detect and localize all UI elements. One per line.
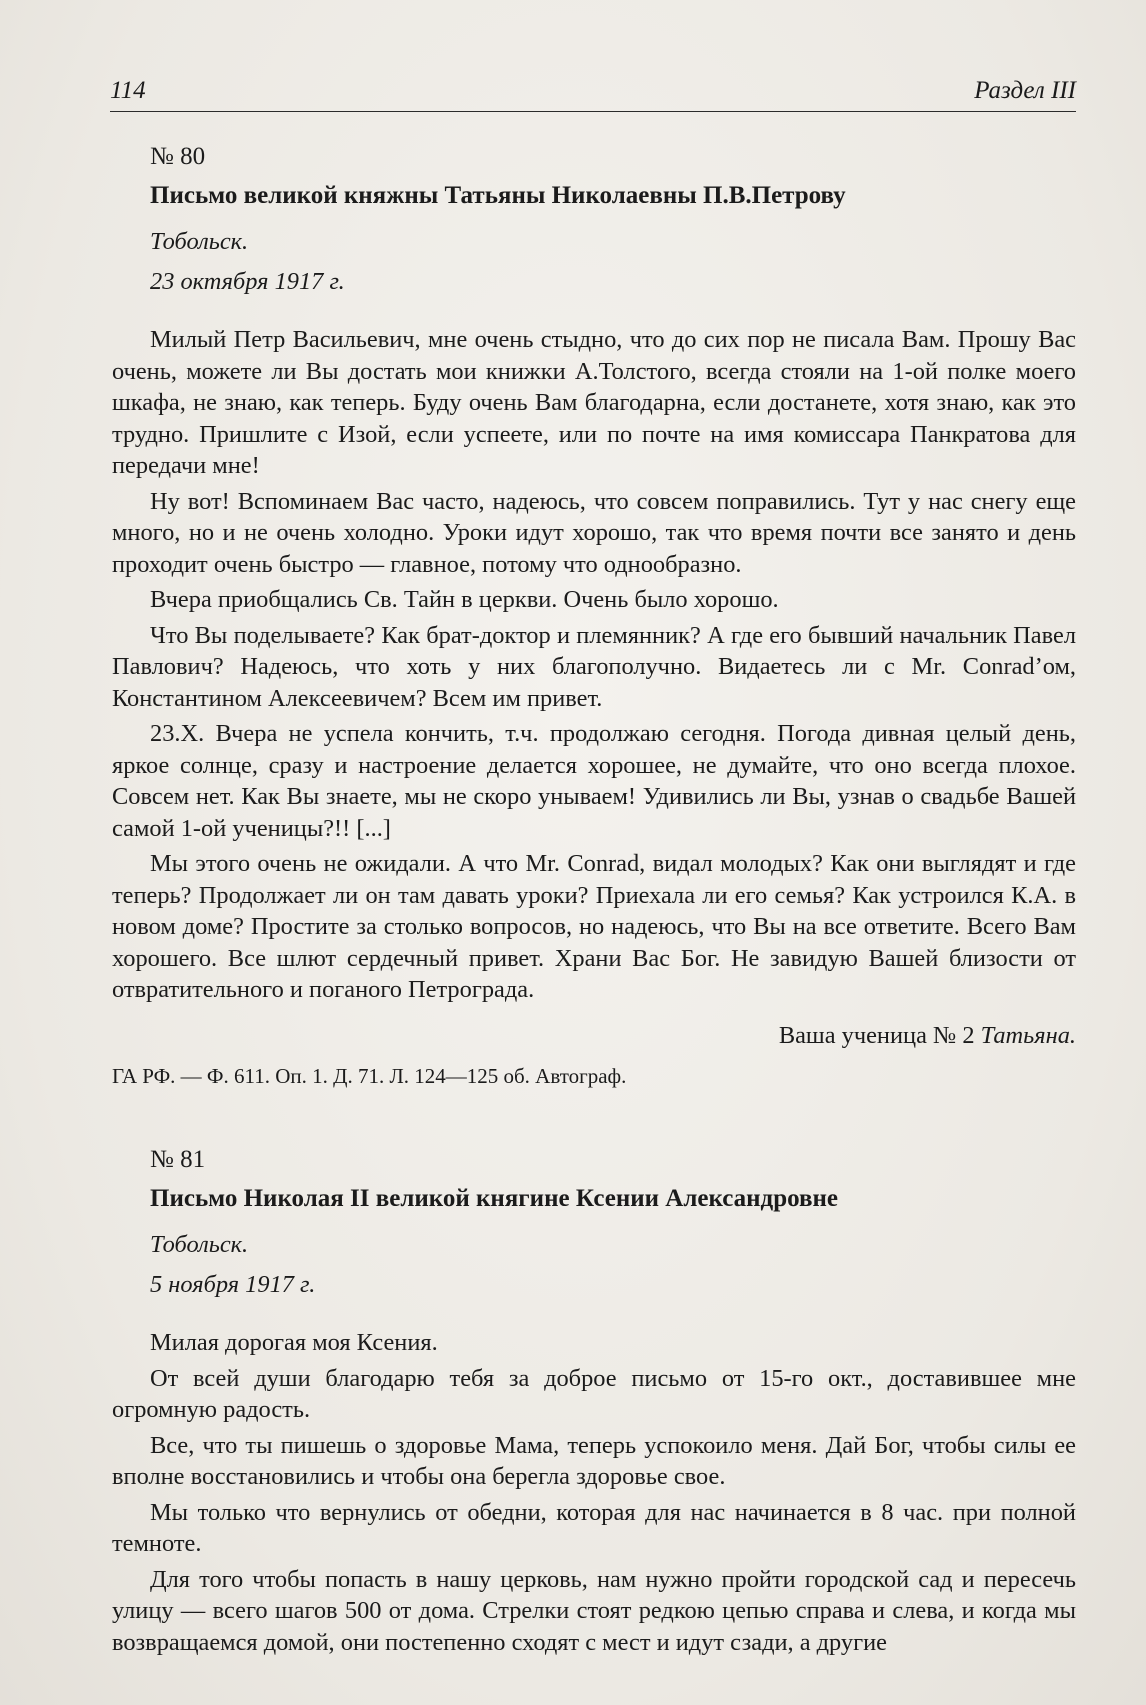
document-place: Тобольск. — [150, 228, 249, 255]
signature-text: Ваша ученица № 2 — [778, 1021, 975, 1049]
document-81 — [112, 1143, 1076, 1658]
paragraph: 23.Х. Вчера не успела кончить, т.ч. продолжаю сегодня. Погода дивная целый день, яркое солнце, сразу и настроение делается хорошее, не думайте, что оно всегда плохое. Совсем нет. Как Вы знаете, мы не скоро унываем! Удивились ли Вы, узнав о свадьбе Вашей самой 1-ой ученицы?!! [...] — [112, 720, 1076, 842]
document-title: Письмо Николая II великой княгине Ксении Александровне — [150, 1185, 838, 1212]
section-title: Раздел III — [974, 77, 1076, 104]
paragraph: Вчера приобщались Св. Тайн в церкви. Очень было хорошо. — [150, 586, 779, 613]
document-place: Тобольск. — [150, 1231, 249, 1258]
document-date: 23 октября 1917 г. — [150, 268, 345, 295]
document-date: 5 ноября 1917 г. — [150, 1271, 316, 1298]
document-number: № 80 — [150, 143, 206, 170]
paragraph: От всей души благодарю тебя за доброе письмо от 15-го окт., доставившее мне огромную радость. — [112, 1364, 1076, 1423]
document-80 — [112, 140, 1076, 1093]
paragraph: Что Вы поделываете? Как брат-доктор и племянник? А где его бывший начальник Павел Павлович? Надеюсь, что хоть у них благополучно. Видаетесь ли с Mr. Conrad’ом, Константином Алексеевичем? Всем им привет. — [112, 621, 1076, 712]
paragraph: Ну вот! Вспоминаем Вас часто, надеюсь, что совсем поправились. Тут у нас снегу еще много, но и не очень холодно. Уроки идут хорошо, так что время почти все занято и день проходит очень быстро — главное, потому что однообразно. — [112, 487, 1076, 578]
paragraph: Мы этого очень не ожидали. А что Mr. Conrad, видал молодых? Как они выглядят и где теперь? Продолжает ли он там давать уроки? Приехала ли его семья? Как устроился К.А. в новом доме? Простите за столько вопросов, но надеюсь, что Вы на все ответите. Всего Вам хорошего. Все шлют сердечный привет. Храни Вас Бог. Не завидую Вашей близости от отвратительного и поганого Петрограда. — [112, 850, 1076, 1003]
paragraph: Мы только что вернулись от обедни, которая для нас начинается в 8 час. при полной темноте. — [112, 1498, 1076, 1557]
document-number: № 81 — [150, 1146, 206, 1173]
signature — [112, 1020, 1076, 1052]
paragraph: Милый Петр Васильевич, мне очень стыдно, что до сих пор не писала Вам. Прошу Вас очень, можете ли Вы достать мои книжки А.Толстого, всегда стояли на 1-ой полке моего шкафа, не знаю, как теперь. Буду очень Вам благодарна, если достанете, хотя знаю, как это трудно. Пришлите с Изой, если успеете, или по почте на имя комиссара Панкратова для передачи мне! — [112, 326, 1076, 479]
paragraph: Все, что ты пишешь о здоровье Мама, теперь успокоило меня. Дай Бог, чтобы силы ее вполне восстановились и чтобы она берегла здоровье свое. — [112, 1431, 1076, 1490]
document-title: Письмо великой княжны Татьяны Николаевны П.В.Петрову — [150, 182, 846, 209]
paragraph: Для того чтобы попасть в нашу церковь, нам нужно пройти городской сад и пересечь улицу — всего шагов 500 от дома. Стрелки стоят редкою цепью справа и слева, и когда мы возвращаемся домой, они постепенно сходят с мест и идут сзади, а другие — [112, 1565, 1076, 1656]
archive-source: ГА РФ. — Ф. 611. Оп. 1. Д. 71. Л. 124—125 об. Автограф. — [112, 1064, 627, 1088]
page-content — [112, 140, 1076, 1658]
paragraph: Милая дорогая моя Ксения. — [150, 1329, 438, 1356]
page-header — [110, 72, 1076, 112]
signature-name: Татьяна. — [980, 1021, 1076, 1049]
page-number: 114 — [110, 77, 146, 104]
